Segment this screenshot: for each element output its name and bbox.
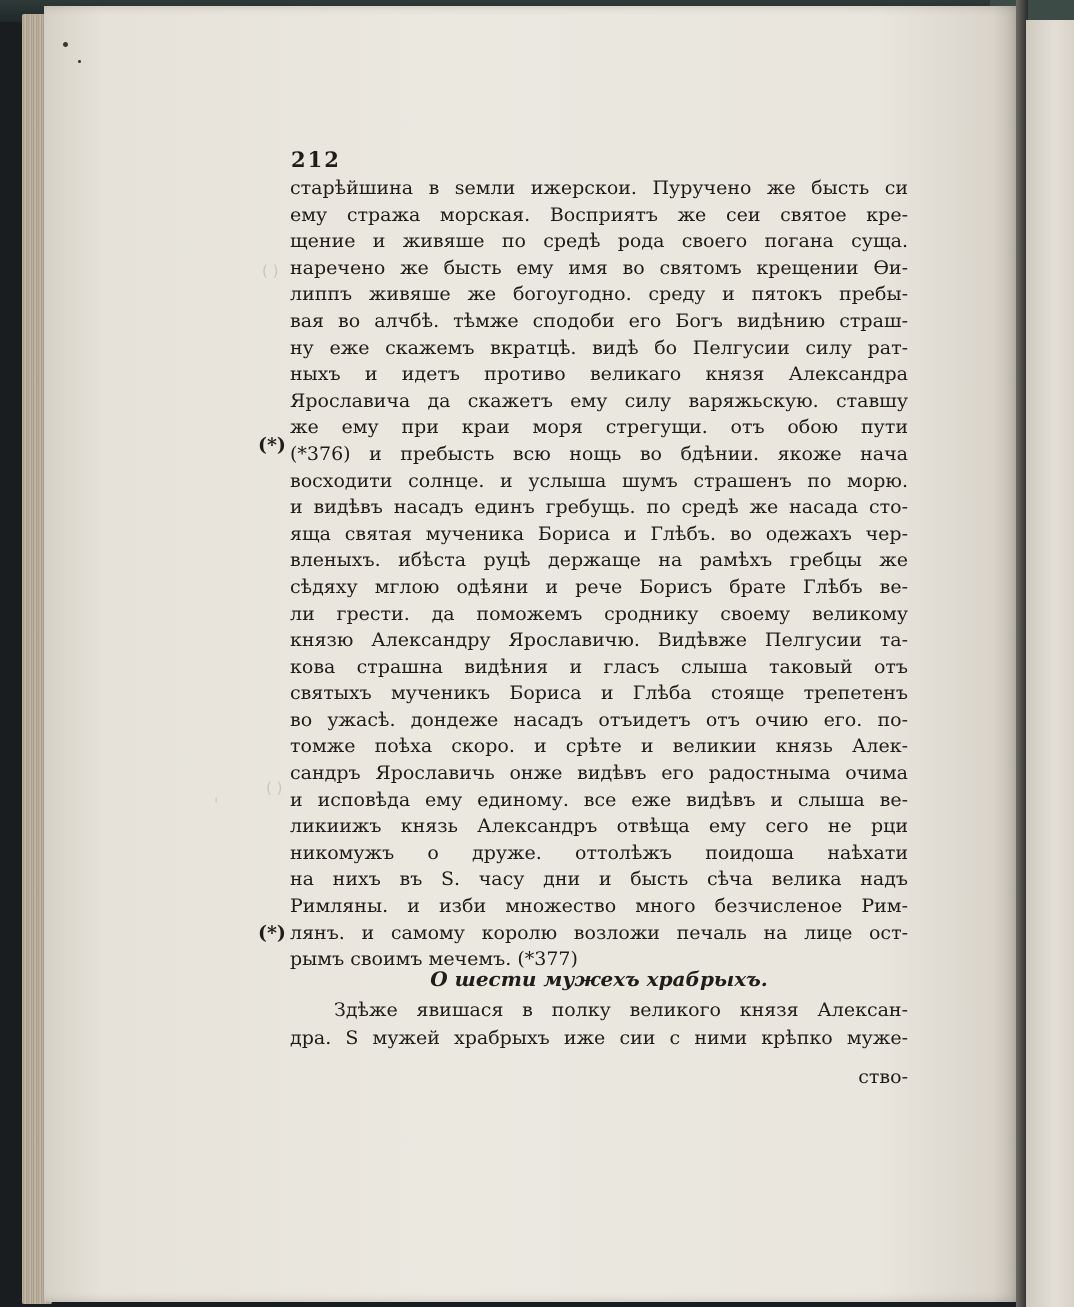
text-line: и видѣвъ насадъ единъ гребущь. по средѣ же насада сто- [290, 496, 908, 519]
bleed-through-mark: ( ) [262, 262, 279, 280]
text-line: яща святая мученика Бориса и Глѣбъ. во одежахъ чер- [290, 522, 908, 545]
text-line: никомужъ о друже. оттолѣжъ поидоша наѣхати [290, 841, 908, 864]
bleed-through-mark: ( ) [266, 779, 283, 797]
text-line: Римляны. и изби множество много безчисленое Рим- [290, 895, 908, 918]
text-line: ныхъ и идетъ противо великаго князя Александра [290, 363, 908, 386]
bleed-through-mark: ' [214, 795, 219, 813]
text-line: рымъ своимъ мечемъ. (*377) [290, 948, 578, 971]
body-text [290, 175, 908, 973]
text-line: дра. Ѕ мужей храбрыхъ иже сии с ними крѣпко муже- [290, 1027, 908, 1049]
section-heading: О шести мужехъ храбрыхъ. [430, 967, 768, 991]
text-line: Здѣже явишася в полку великого князя Алексан- [334, 999, 908, 1021]
text-line: во ужасѣ. дондеже насадъ отъидетъ отъ очию его. по- [290, 708, 908, 731]
text-line: томже поѣха скоро. и срѣте и великии князь Алек- [290, 735, 908, 758]
section-text [290, 996, 908, 1052]
text-line: и исповѣда ему единому. все еже видѣвъ и слыша ве- [290, 788, 908, 811]
text-line: князю Александру Ярославичю. Видѣвже Пелгусии та- [290, 629, 908, 652]
text-line: сѣдяху мглою одѣяни и рече Борисъ брате Глѣбъ ве- [290, 575, 908, 598]
text-line: ли грести. да поможемъ сроднику своему великому [290, 602, 908, 625]
text-line: святыхъ мученикъ Бориса и Глѣба стояще трепетенъ [290, 682, 908, 705]
page-number: 212 [291, 147, 341, 172]
catchword: ство- [858, 1066, 908, 1088]
margin-note: (*) [258, 434, 286, 456]
text-line: восходити солнце. и услыша шумъ страшенъ по морю. [290, 469, 908, 492]
page-speck [78, 60, 81, 63]
text-line: ну еже скажемъ вкратцѣ. видѣ бо Пелгусии силу рат- [290, 336, 908, 359]
text-line: вая во алчбѣ. тѣмже сподоби его Богъ видѣнию страш- [290, 309, 908, 332]
text-line: Ярославича да скажетъ ему силу варяжьскую. ставшу [290, 389, 908, 412]
text-line: кова страшна видѣния и гласъ слыша таковый отъ [290, 655, 908, 678]
text-line: наречено же бысть ему имя во святомъ крещении Өи- [290, 256, 908, 279]
text-line: липпъ живяше же богоугодно. среду и пятокъ пребы- [290, 283, 908, 306]
text-line: же ему при краи моря стрегущи. отъ обою пути [290, 416, 908, 439]
text-line: лянъ. и самому королю возложи печаль на лице ост- [290, 921, 908, 944]
text-line: (*376) и пребысть всю нощь во бдѣнии. якоже нача [290, 442, 908, 465]
page-speck [63, 42, 68, 47]
margin-note: (*) [258, 922, 286, 944]
text-line: ликиижъ князь Александръ отвѣща ему сего не рци [290, 815, 908, 838]
text-line: сандръ Ярославичь онже видѣвъ его радостныма очима [290, 762, 908, 785]
next-page-edge [1026, 20, 1074, 1307]
text-line: на нихъ въ Ѕ. часу дни и бысть сѣча велика надъ [290, 868, 908, 891]
text-line: ему стража морская. Восприятъ же сеи святое кре- [290, 203, 908, 226]
text-line: вленыхъ. ибѣста руцѣ держаще на рамѣхъ гребцы же [290, 549, 908, 572]
text-line: щение и живяше по средѣ рода своего погана суща. [290, 230, 908, 253]
text-line: старѣйшина в ѕемли ижерскои. Пуручено же бысть си [290, 177, 908, 199]
